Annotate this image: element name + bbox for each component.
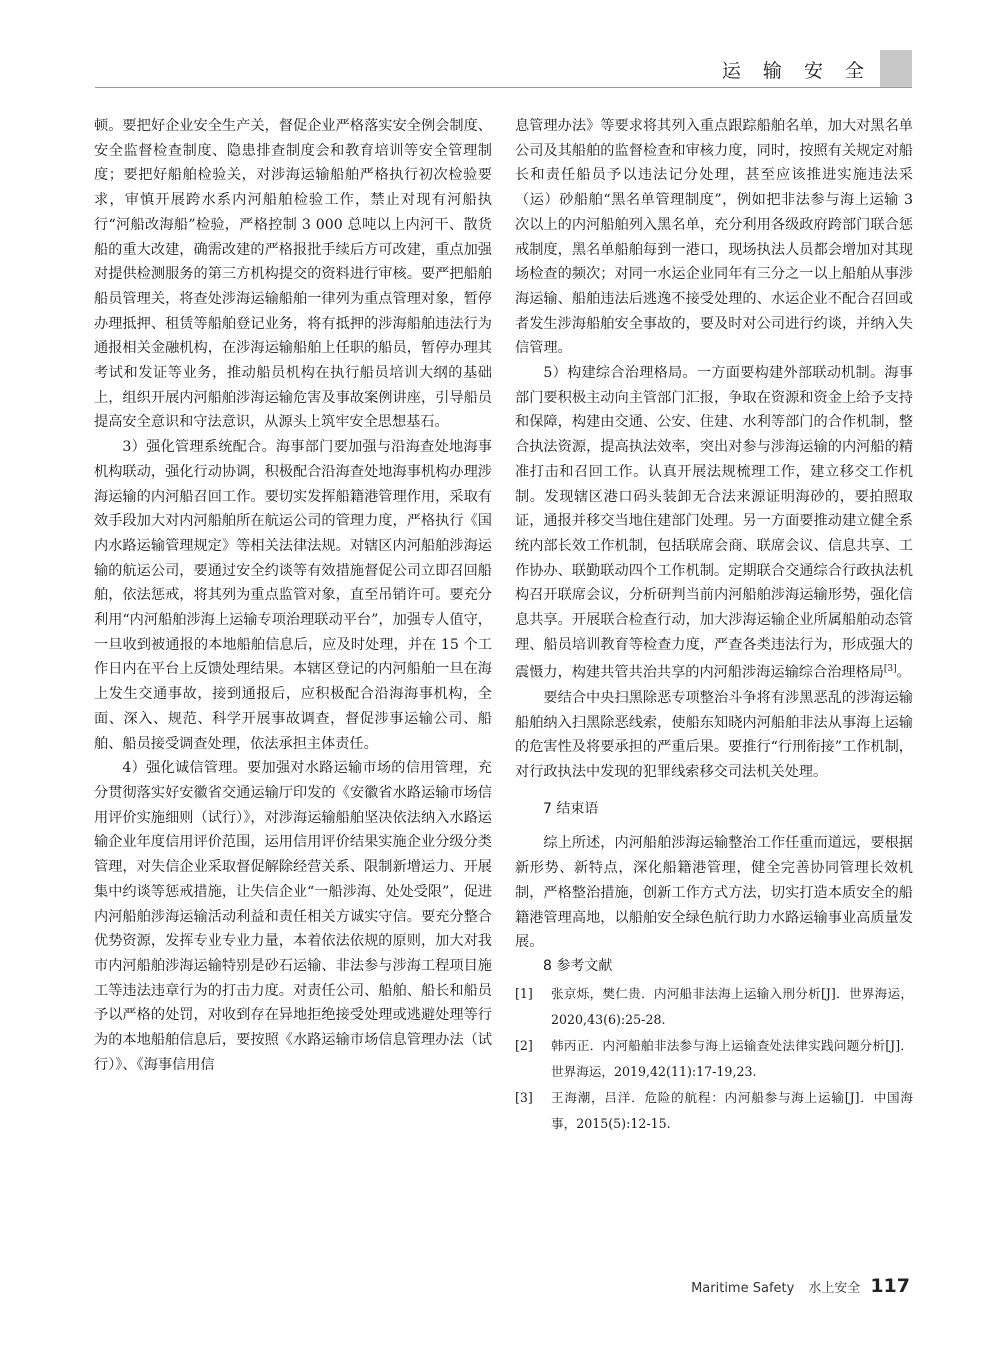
reference-number: [1] [515, 985, 533, 1001]
reference-text: 张京烁，樊仁贵．内河船非法海上运输入刑分析[J]．世界海运，2020,43(6):25-28. [551, 985, 913, 1027]
references-list [515, 981, 913, 1137]
paragraph-text: 5）构建综合治理格局。一方面要构建外部联动机制。海事部门要积极主动向主管部门汇报，争取在资源和资金上给予支持和保障，构建由交通、公安、住建、水利等部门的合作机制，整合执法资源，提高执法效率，突出对参与涉海运输的内河船的精准打击和召回工作。认真开展法规梳理工作，建立移交工作机制。发现辖区港口码头装卸无合法来源证明海砂的，要拍照取证，通报并移交当地住建部门处理。另一方面要推动建立健全系统内部长效工作机制，包括联席会商、联席会议、信息共享、工作协办、联勤联动四个工作机制。定期联合交通综合行政执法机构召开联席会议，分析研判当前内河船舶涉海运输形势，强化信息共享。开展联合检查行动，加大涉海运输企业所属船舶动态管理、船员培训教育等检查力度，严查各类违法行为，形成强大的震慑力，构建共管共治共享的内河船涉海运输综合治理格局 [515, 365, 913, 682]
page-number: 117 [870, 1275, 910, 1297]
reference-number: [2] [515, 1037, 533, 1053]
body-paragraph: 要结合中央扫黑除恶专项整治斗争将有涉黑恶乱的涉海运输船舶纳入扫黑除恶线索，使船东知晓内河船舶非法从事海上运输的危害性及将要承担的严重后果。要推行“行刑衔接”工作机制，对行政执法中发现的犯罪线索移交司法机关处理。 [515, 689, 913, 781]
citation-marker: [3] [883, 664, 897, 675]
body-paragraph [515, 361, 913, 686]
header-tab-block [880, 50, 912, 88]
section-7-heading: 7 结束语 [543, 800, 599, 817]
journal-name-cn: 水上安全 [808, 1281, 861, 1296]
conclusion-paragraph: 综上所述，内河船舶涉海运输整治工作任重而道远，要根据新形势、新特点，深化船籍港管理，健全完善协同管理长效机制，严格整治措施，创新工作方式方法，切实打造本质安全的船籍港管理高地，以船舶安全绿色航行助力水路运输事业高质量发展。 [515, 835, 913, 951]
reference-number: [3] [515, 1089, 533, 1105]
body-paragraph: 4）强化诚信管理。要加强对水路运输市场的信用管理，充分贯彻落实好安徽省交通运输厅印发的《安徽省水路运输市场信用评价实施细则（试行）》，对涉海运输船舶坚决依法纳入水路运输企业年度信用评价范围，运用信用评价结果实施企业分级分类管理，对失信企业采取督促解除经营关系、限制新增运力、开展集中约谈等惩戒措施，让失信企业“一船涉海、处处受限”，促进内河船舶涉海运输活动利益和责任相关方诚实守信。要充分整合优势资源，发挥专业专业力量，本着依法依规的原则，加大对我市内河船舶涉海运输特别是砂石运输、非法参与涉海工程项目施工等违法违章行为的打击力度。对责任公司、船舶、船长和船员予以严格的处罚，对收到存在异地拒绝接受处理或逃避处理等行为的本地船舶信息后，要按照《水路运输市场信息管理办法（试行）》、《海事信用信 [94, 760, 492, 1073]
journal-name-en: Maritime Safety [691, 1281, 795, 1296]
left-column [94, 114, 492, 1077]
header-rule [95, 87, 912, 88]
reference-text: 韩丙正．内河船舶非法参与海上运输查处法律实践问题分析[J]．世界海运，2019,42(11):17-19,23. [551, 1037, 913, 1079]
section-title: 运 输 安 全 [721, 60, 872, 82]
reference-item [515, 1033, 913, 1085]
body-paragraph: 顿。要把好企业安全生产关，督促企业严格落实安全例会制度、安全监督检查制度、隐患排查制度会和教育培训等安全管理制度；要把好船舶检验关，对涉海运输船舶严格执行初次检验要求，审慎开展跨水系内河船舶检验工作，禁止对现有河船执行“河船改海船”检验，严格控制 3 000 总吨以上内河干、散货船的重大改建，确需改建的严格报批手续后方可改建，重点加强对提供检测服务的第三方机构提交的资料进行审核。要严把船舶船员管理关，将查处涉海运输船舶一律列为重点管理对象，暂停办理抵押、租赁等船舶登记业务，将有抵押的涉海船舶违法行为通报相关金融机构，在涉海运输船舶上任职的船员，暂停办理其考试和发证等业务，推动船员机构在执行船员培训大纲的基础上，组织开展内河船舶涉海运输危害及事故案例讲座，引导船员提高安全意识和守法意识，从源头上筑牢安全思想基石。 [94, 118, 492, 431]
reference-item [515, 981, 913, 1033]
references-heading: 8 参考文献 [543, 957, 613, 974]
page-footer [691, 1275, 910, 1297]
body-paragraph: 息管理办法》等要求将其列入重点跟踪船舶名单，加大对黑名单公司及其船舶的监督检查和审核力度，同时，按照有关规定对船长和责任船员予以违法记分处理，甚至应该推进实施违法采（运）砂船舶“黑名单管理制度”，例如把非法参与海上运输 3 次以上的内河船舶列入黑名单，充分利用各级政府跨部门联合惩戒制度，黑名单船舶每到一港口，现场执法人员都会增加对其现场检查的频次；对同一水运企业同年有三分之一以上船舶从事涉海运输、船舶违法后逃逸不接受处理的、水运企业不配合召回或者发生涉海船舶安全事故的，要及时对公司进行约谈，并纳入失信管理。 [515, 118, 913, 357]
body-paragraph: 3）强化管理系统配合。海事部门要加强与沿海查处地海事机构联动，强化行动协调，积极配合沿海查处地海事机构办理涉海运输的内河船召回工作。要切实发挥船籍港管理作用，采取有效手段加大对内河船舶所在航运公司的管理力度，严格执行《国内水路运输管理规定》等相关法律法规。对辖区内河船舶涉海运输的航运公司，要通过安全约谈等有效措施督促公司立即召回船舶，依法惩戒，将其列为重点监管对象，直至吊销许可。要充分利用“内河船舶涉海上运输专项治理联动平台”，加强专人值守，一旦收到被通报的本地船舶信息后，应及时处理，并在 15 个工作日内在平台上反馈处理结果。本辖区登记的内河船舶一旦在海上发生交通事故，接到通报后，应积极配合沿海海事机构，全面、深入、规范、科学开展事故调查，督促涉事运输公司、船舶、船员接受调查处理，依法承担主体责任。 [94, 439, 492, 752]
right-column [515, 114, 913, 1137]
page-header [0, 50, 992, 88]
paragraph-tail: 。 [896, 665, 911, 682]
reference-item [515, 1085, 913, 1137]
reference-text: 王海潮，吕洋．危险的航程：内河船参与海上运输[J]．中国海事，2015(5):12-15. [551, 1089, 913, 1131]
